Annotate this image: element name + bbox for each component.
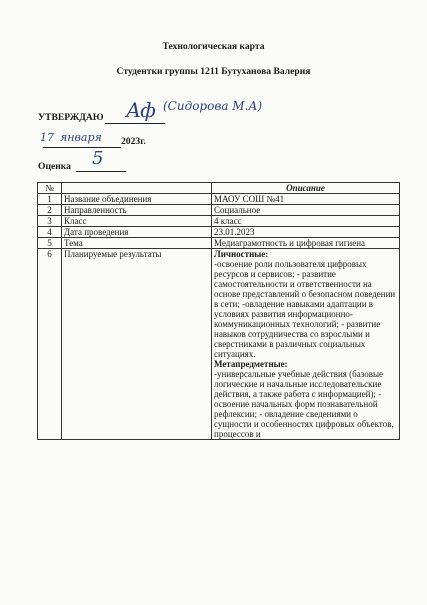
row-name: Планируемые результаты — [62, 249, 212, 440]
row-num: 2 — [38, 205, 62, 216]
header-num: № — [38, 183, 62, 194]
row-name: Название объединения — [62, 194, 212, 205]
table-row — [38, 205, 400, 216]
results-cell — [212, 249, 400, 440]
student-line: Студентки группы 1211 Бутуханова Валерия — [116, 66, 311, 77]
row-value: 23.01.2023 — [212, 227, 400, 238]
personal-results-title: Личностные: — [214, 249, 269, 259]
row-num: 1 — [38, 194, 62, 205]
approve-label: УТВЕРЖДАЮ — [38, 112, 104, 123]
document-title: Технологическая карта — [162, 41, 265, 52]
header-description: Описание — [212, 183, 400, 194]
grade-value: 5 — [92, 148, 104, 169]
grade-line — [76, 171, 126, 172]
header-empty — [62, 183, 212, 194]
approve-signature: Аф — [126, 98, 155, 122]
row-value: Медиаграмотность и цифровая гигиена — [212, 238, 400, 249]
row-value: МАОУ СОШ №41 — [212, 194, 400, 205]
approver-name: (Сидорова М.А) — [163, 99, 263, 113]
table-row — [38, 216, 400, 227]
table-row — [38, 227, 400, 238]
table-row — [38, 238, 400, 249]
row-name: Дата проведения — [62, 227, 212, 238]
row-value: Социальное — [212, 205, 400, 216]
row-num: 6 — [38, 249, 62, 440]
row-name: Направленность — [62, 205, 212, 216]
row-num: 3 — [38, 216, 62, 227]
date-day: 17 — [40, 131, 54, 144]
date-month: января — [60, 131, 102, 144]
row-name: Класс — [62, 216, 212, 227]
row-num: 4 — [38, 227, 62, 238]
meta-results-title: Метапредметные: — [214, 359, 288, 369]
table-row — [38, 194, 400, 205]
personal-results-text: -освоение роли пользователя цифровых ресурсов и сервисов; - развитие самостоятельности и ответственности на основе представлений о безопасном поведении в сети; -овладение навыками адаптации в условиях развития информационно-коммуникационных технологий; - развитие навыков сотрудничества со взрослыми и сверстниками в различных социальных ситуациях. — [214, 259, 396, 359]
meta-results-text: -универсальные учебные действия (базовые логические и начальные исследовательские действия, а также работа с информацией); - освоение начальных форм познавательной рефлексии; - овладение сведениями о сущности и особенностях цифровых объектов, процессов и — [214, 369, 394, 439]
approve-signature-line — [105, 123, 165, 124]
table-header-row — [38, 183, 400, 194]
row-value: 4 класс — [212, 216, 400, 227]
tech-card-table — [37, 182, 400, 440]
row-name: Тема — [62, 238, 212, 249]
row-num: 5 — [38, 238, 62, 249]
grade-label: Оценка — [38, 161, 71, 172]
date-year: 2023г. — [121, 136, 146, 147]
date-line — [43, 147, 121, 148]
table-row-results — [38, 249, 400, 440]
